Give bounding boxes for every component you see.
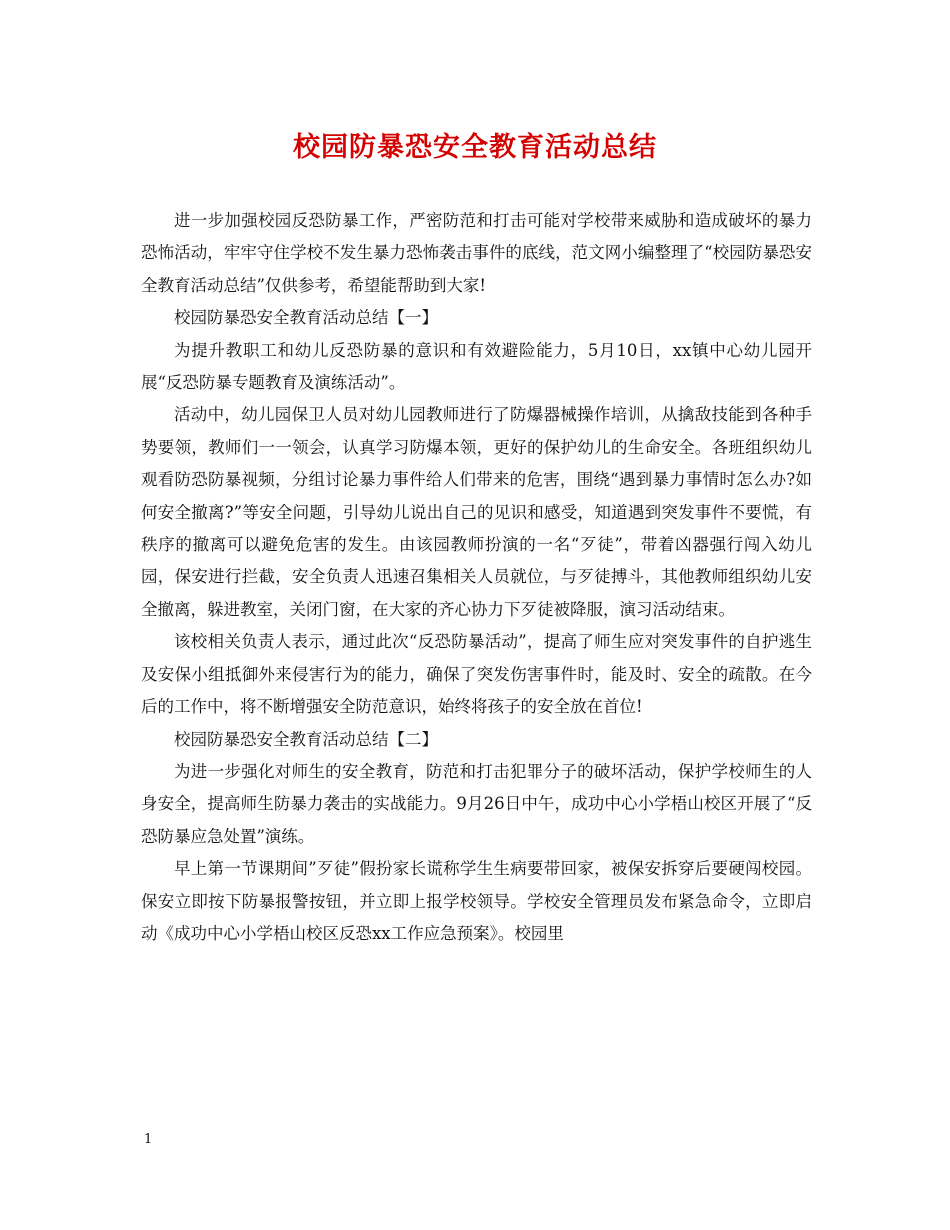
body-paragraph: 早上第一节课期间”歹徒”假扮家长谎称学生生病要带回家，被保安拆穿后要硬闯校园。保安立即按下防暴报警按钮，并立即上报学校领导。学校安全管理员发布紧急命令，立即启动《成功中心小学梧山校区反恐xx工作应急预案》。校园里 (141, 859, 812, 943)
body-paragraph: 活动中，幼儿园保卫人员对幼儿园教师进行了防爆器械操作培训，从擒敌技能到各种手势要领，教师们一一领会，认真学习防爆本领，更好的保护幼儿的生命安全。各班组织幼儿观看防恐防暴视频，分组讨论暴力事件给人们带来的危害，围绕“遇到暴力事情时怎么办?如何安全撤离?”等安全问题，引导幼儿说出自己的见识和感受，知道遇到突发事件不要慌，有秩序的撤离可以避免危害的发生。由该园教师扮演的一名“歹徒”，带着凶器强行闯入幼儿园，保安进行拦截，安全负责人迅速召集相关人员就位，与歹徒搏斗，其他教师组织幼儿安全撤离，躲进教室，关闭门窗，在大家的齐心协力下歹徒被降服，演习活动结束。 (141, 405, 812, 619)
document-title: 校园防暴恐安全教育活动总结 (293, 132, 657, 163)
section-heading-one: 校园防暴恐安全教育活动总结【一】 (174, 308, 438, 328)
section-heading-two: 校园防暴恐安全教育活动总结【二】 (174, 729, 438, 749)
body-paragraph: 为提升教职工和幼儿反恐防暴的意识和有效避险能力，5月10日，xx镇中心幼儿园开展“反恐防暴专题教育及演练活动”。 (141, 340, 812, 393)
body-paragraph: 该校相关负责人表示，通过此次“反恐防暴活动”，提高了师生应对突发事件的自护逃生及安保小组抵御外来侵害行为的能力，确保了突发伤害事件时，能及时、安全的疏散。在今后的工作中，将不断增强安全防范意识，始终将孩子的安全放在首位! (141, 632, 812, 717)
body-paragraph: 为进一步强化对师生的安全教育，防范和打击犯罪分子的破坏活动，保护学校师生的人身安全，提高师生防暴力袭击的实战能力。9月26日中午，成功中心小学梧山校区开展了“反恐防暴应急处置”演练。 (141, 761, 812, 846)
document-body (141, 205, 812, 950)
intro-paragraph: 进一步加强校园反恐防暴工作，严密防范和打击可能对学校带来威胁和造成破坏的暴力恐怖活动，牢牢守住学校不发生暴力恐怖袭击事件的底线，范文网小编整理了“校园防暴恐安全教育活动总结”仅供参考，希望能帮助到大家! (141, 211, 812, 295)
page-number: 1 (144, 1132, 153, 1147)
